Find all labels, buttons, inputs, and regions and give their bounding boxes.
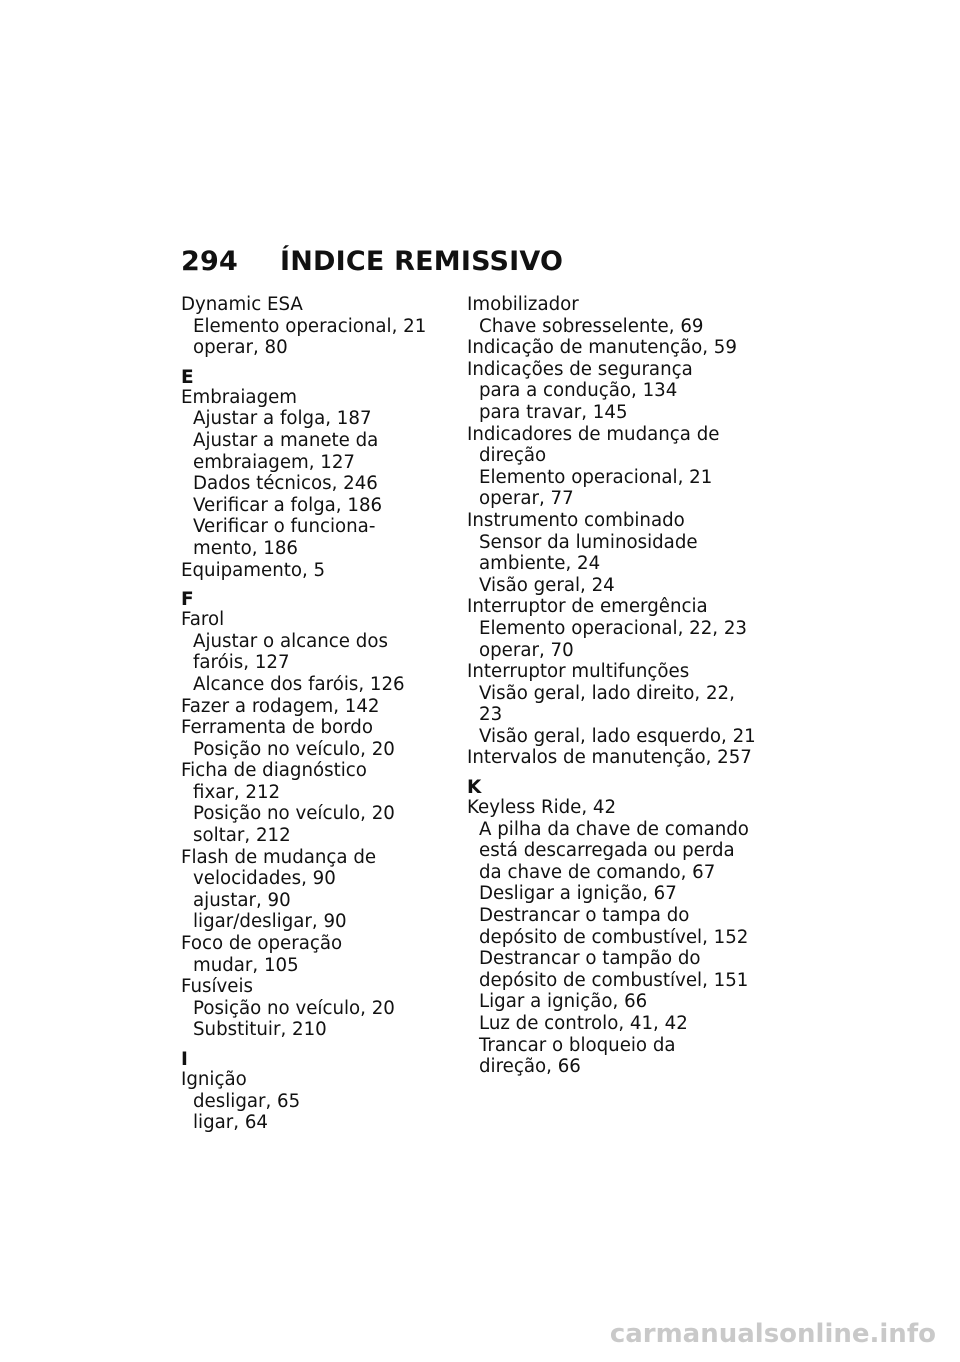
index-section-letter: F <box>181 589 194 611</box>
index-subentry: mudar, 105 <box>193 954 299 976</box>
index-entry: Interruptor multifunções <box>467 661 690 683</box>
index-subentry: Posição no veículo, 20 <box>193 803 395 825</box>
index-subentry: Visão geral, lado direito, 22, <box>479 682 735 704</box>
index-subentry: Elemento operacional, 21 <box>479 466 713 488</box>
index-subentry: fixar, 212 <box>193 781 281 803</box>
index-subentry: velocidades, 90 <box>193 868 336 890</box>
index-subentry: Trancar o bloqueio da <box>479 1034 676 1056</box>
index-subentry: Chave sobresselente, 69 <box>479 315 704 337</box>
index-subentry: Posição no veículo, 20 <box>193 738 395 760</box>
index-subentry: ligar, 64 <box>193 1112 268 1134</box>
page-number: 294 <box>181 246 238 277</box>
index-subentry: Destrancar o tampa do <box>479 905 690 927</box>
index-entry: Foco de operação <box>181 933 343 955</box>
index-subentry: está descarregada ou perda <box>479 840 735 862</box>
index-subentry: da chave de comando, 67 <box>479 861 716 883</box>
index-entry: Keyless Ride, 42 <box>467 797 617 819</box>
index-entry: Embraiagem <box>181 386 298 408</box>
watermark-text: carmanualsonline.info <box>609 1319 936 1349</box>
index-subentry: Ajustar o alcance dos <box>193 630 388 652</box>
index-subentry: 23 <box>479 704 503 726</box>
index-subentry: direção, 66 <box>479 1056 581 1078</box>
index-subentry: Visão geral, 24 <box>479 574 615 596</box>
index-entry: Interruptor de emergência <box>467 596 708 618</box>
index-subentry: direção <box>479 445 547 467</box>
index-entry: Farol <box>181 609 225 631</box>
index-subentry: Luz de controlo, 41, 42 <box>479 1013 688 1034</box>
index-entry: Ficha de diagnóstico <box>181 760 367 782</box>
page-title: ÍNDICE REMISSIVO <box>280 246 564 277</box>
index-subentry: Visão geral, lado esquerdo, 21 <box>479 725 756 747</box>
index-column-right <box>467 294 756 1078</box>
index-entry: Dynamic ESA <box>181 294 303 315</box>
index-subentry: Sensor da luminosidade <box>479 531 698 553</box>
index-section-letter: K <box>467 777 482 799</box>
index-subentry: ligar/desligar, 90 <box>193 911 347 933</box>
index-section-letter: E <box>181 366 194 388</box>
index-entry: Indicadores de mudança de <box>467 423 720 445</box>
index-subentry: Ligar a ignição, 66 <box>479 991 648 1013</box>
index-subentry: operar, 70 <box>479 639 574 661</box>
index-subentry: Alcance dos faróis, 126 <box>193 673 405 695</box>
index-subentry: Destrancar o tampão do <box>479 948 701 970</box>
index-subentry: operar, 77 <box>479 488 574 510</box>
index-subentry: Elemento operacional, 22, 23 <box>479 617 748 639</box>
index-subentry: para a condução, 134 <box>479 380 678 402</box>
index-entry: Intervalos de manutenção, 257 <box>467 747 752 769</box>
index-subentry: A pilha da chave de comando <box>479 818 749 840</box>
index-subentry: desligar, 65 <box>193 1090 301 1112</box>
index-entry: Indicação de manutenção, 59 <box>467 337 737 359</box>
index-subentry: faróis, 127 <box>193 652 290 674</box>
index-entry: Fusíveis <box>181 976 254 998</box>
index-entry: Instrumento combinado <box>467 509 685 531</box>
index-subentry: Substituir, 210 <box>193 1019 327 1041</box>
index-subentry: ajustar, 90 <box>193 889 291 911</box>
index-entry: Indicações de segurança <box>467 358 693 380</box>
index-subentry: Verificar o funciona- <box>193 516 376 538</box>
index-entry: Ferramenta de bordo <box>181 717 373 739</box>
index-subentry: Posição no veículo, 20 <box>193 997 395 1019</box>
index-subentry: mento, 186 <box>193 537 298 559</box>
index-subentry: ambiente, 24 <box>479 553 601 575</box>
index-subentry: Dados técnicos, 246 <box>193 473 378 495</box>
index-subentry: Elemento operacional, 21 <box>193 315 427 337</box>
index-entry: Ignição <box>181 1069 247 1090</box>
index-subentry: depósito de combustível, 151 <box>479 969 749 991</box>
index-subentry: Ajustar a manete da <box>193 429 379 451</box>
index-subentry: operar, 80 <box>193 337 288 359</box>
index-section-letter: I <box>181 1049 188 1070</box>
index-subentry: Verificar a folga, 186 <box>193 494 383 516</box>
index-subentry: para travar, 145 <box>479 401 628 423</box>
index-entry: Equipamento, 5 <box>181 559 326 581</box>
index-entry: Imobilizador <box>467 294 579 315</box>
index-subentry: depósito de combustível, 152 <box>479 926 749 948</box>
index-subentry: embraiagem, 127 <box>193 451 356 473</box>
index-subentry: Ajustar a folga, 187 <box>193 408 372 430</box>
index-subentry: Desligar a ignição, 67 <box>479 883 677 905</box>
index-entry: Fazer a rodagem, 142 <box>181 695 380 717</box>
page-header <box>181 246 563 277</box>
index-column-left <box>181 294 463 1134</box>
index-subentry: soltar, 212 <box>193 825 291 847</box>
index-entry: Flash de mudança de <box>181 846 377 868</box>
